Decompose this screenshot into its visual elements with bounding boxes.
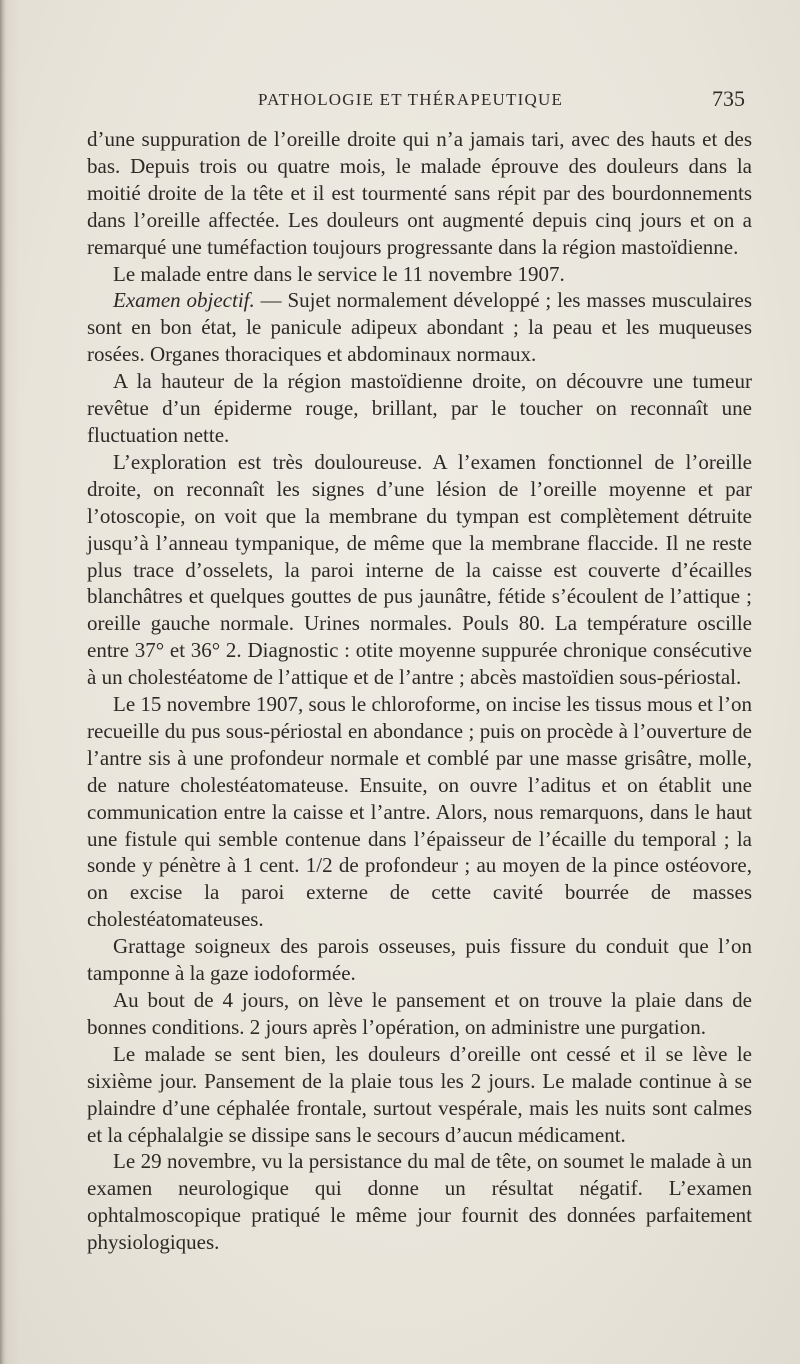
- paragraph-exploration: L’exploration est très douloureuse. A l’examen fonctionnel de l’oreille droite, on reconnaît les signes d’une lésion de l’oreille moyenne et par l’otoscopie, on voit que la membrane du tympan est complètement détruite jusqu’à l’anneau tympanique, de même que la membrane flaccide. Il ne reste plus trace d’osselets, la paroi interne de la caisse est couverte d’écailles blanchâtres et quelques gouttes de pus jaunâtre, fétide s’écoulent de l’attique ; oreille gauche normale. Urines normales. Pouls 80. La température oscille entre 37° et 36° 2. Diagnostic : otite moyenne suppurée chronique consécutive à un cholestéatome de l’attique et de l’antre ; abcès mastoïdien sous-périostal.: [87, 449, 752, 690]
- paragraph-dressing: Au bout de 4 jours, on lève le pansement et on trouve la plaie dans de bonnes conditions. 2 jours après l’opération, on administre une purgation.: [87, 988, 752, 1039]
- paragraph-neuro-exam: Le 29 novembre, vu la persistance du mal de tête, on soumet le malade à un examen neurologique qui donne un résultat négatif. L’examen ophtalmoscopique pratiqué le même jour fournit des données parfaitement physiologiques.: [87, 1149, 752, 1255]
- paragraph-continuation: d’une suppuration de l’oreille droite qui n’a jamais tari, avec des hauts et des bas. Depuis trois ou quatre mois, le malade éprouve des douleurs dans la moitié droite de la tête et il est tourmenté sans répit par des bourdonnements dans l’oreille affectée. Les douleurs ont augmenté depuis cinq jours et on a remarqué une tuméfaction toujours progressante dans la région mastoïdienne.: [87, 127, 752, 259]
- paragraph-objective-exam: [87, 287, 752, 368]
- paragraph-operation: Le 15 novembre 1907, sous le chloroforme, on incise les tissus mous et l’on recueille du pus sous-périostal en abondance ; puis on procède à l’ouverture de l’antre sis à une profondeur normale et comblé par une masse grisâtre, molle, de nature cholestéatomateuse. Ensuite, on ouvre l’aditus et on établit une communication entre la caisse et l’antre. Alors, nous remarquons, dans le haut une fistule qui semble contenue dans l’épaisseur de l’écaille du temporal ; la sonde y pénètre à 1 cent. 1/2 de profondeur ; au moyen de la pince ostéovore, on excise la paroi externe de cette cavité bourrée de masses cholestéatomateuses.: [87, 692, 752, 932]
- section-label-examen-objectif: Examen objectif.: [113, 288, 255, 313]
- paragraph-mastoid-tumor: A la hauteur de la région mastoïdienne droite, on découvre une tumeur revêtue d’un épiderme rouge, brillant, par le toucher on reconnaît une fluctuation nette.: [87, 369, 752, 447]
- body-text: [87, 126, 752, 1256]
- page-number: 735: [712, 86, 745, 111]
- paragraph-recovery: Le malade se sent bien, les douleurs d’oreille ont cessé et il se lève le sixième jour. Pansement de la plaie tous les 2 jours. Le malade continue à se plaindre d’une céphalée frontale, surtout vespérale, mais les nuits sont calmes et la céphalalgie se dissipe sans le secours d’aucun médicament.: [87, 1041, 752, 1147]
- running-title: PATHOLOGIE ET THÉRAPEUTIQUE: [258, 90, 564, 109]
- running-header: [0, 86, 800, 116]
- paragraph-admission: Le malade entre dans le service le 11 novembre 1907.: [113, 261, 565, 286]
- objective-exam-text: — Sujet normalement développé ; les masses musculaires sont en bon état, le panicule adipeux abondant ; la peau et les muqueuses rosées. Organes thoraciques et abdominaux normaux.: [87, 288, 752, 367]
- page-binding-edge: [0, 0, 6, 1364]
- paragraph-grattage: Grattage soigneux des parois osseuses, puis fissure du conduit que l’on tamponne à la gaze iodoformée.: [87, 934, 752, 986]
